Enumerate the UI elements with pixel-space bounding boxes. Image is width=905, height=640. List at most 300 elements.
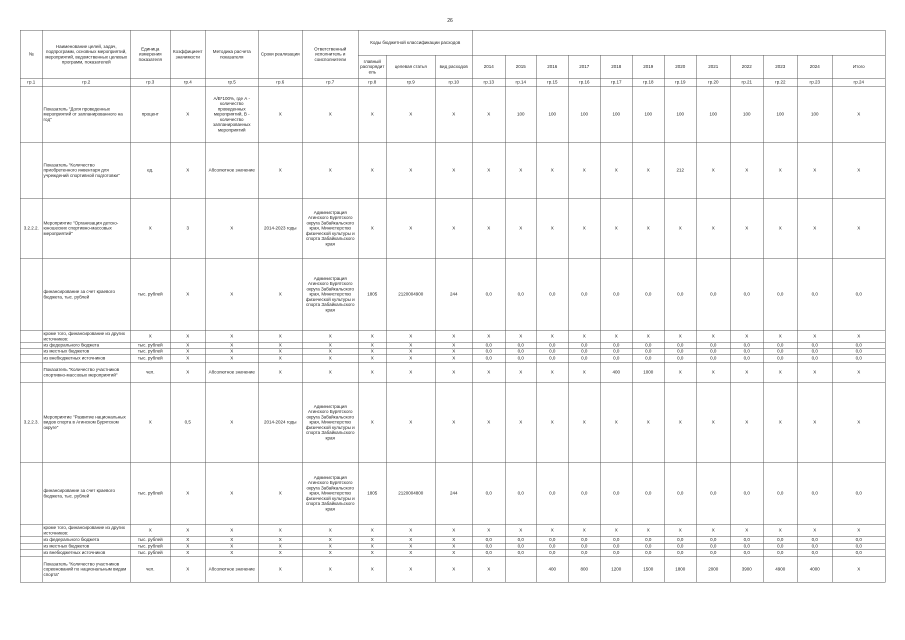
cell-expense-type: X <box>436 537 473 544</box>
cell-method: X <box>206 349 259 355</box>
cell-year-10: 0,0 <box>764 259 798 331</box>
cell-target-article: X <box>387 544 436 550</box>
cell-target-article: X <box>387 550 436 557</box>
cell-responsible: X <box>303 343 359 349</box>
cell-coefficient: X <box>171 259 206 331</box>
cell-year-1: 0,0 <box>473 463 506 525</box>
cell-number: 3.2.2.2. <box>21 199 43 259</box>
cell-unit: X <box>131 331 171 343</box>
cell-unit: тыс. рублей <box>131 544 171 550</box>
cell-year-3: 0,0 <box>537 343 569 349</box>
cell-total: X <box>833 331 886 343</box>
cell-expense-type: X <box>436 143 473 199</box>
cell-year-1: X <box>473 143 506 199</box>
cell-responsible: X <box>303 363 359 383</box>
cell-unit: чел. <box>131 363 171 383</box>
cell-period: X <box>259 143 303 199</box>
cell-year-3: X <box>537 363 569 383</box>
cell-name: из внебюджетных источников <box>43 550 131 557</box>
cell-year-4: X <box>569 363 601 383</box>
header-unit: Единица измерения показателя <box>131 31 171 79</box>
cell-expense-type: X <box>436 544 473 550</box>
cell-number <box>21 537 43 544</box>
column-number-cell: гр.4 <box>171 79 206 87</box>
cell-year-10: 0,0 <box>764 544 798 550</box>
cell-year-2: X <box>506 363 537 383</box>
cell-year-8: 0,0 <box>697 537 731 544</box>
cell-year-2: 100 <box>506 87 537 143</box>
header-year: 2017 <box>569 56 601 79</box>
cell-year-8: X <box>697 199 731 259</box>
cell-responsible: X <box>303 331 359 343</box>
cell-year-2: X <box>506 525 537 537</box>
cell-year-11: X <box>798 363 833 383</box>
cell-name: Мероприятие "Организация детско-юношеских спортивно-массовых мероприятий" <box>43 199 131 259</box>
cell-coefficient: X <box>171 355 206 363</box>
cell-year-10: 0,0 <box>764 463 798 525</box>
header-expense-type: вид расходов <box>436 56 473 79</box>
column-number-cell: гр.20 <box>697 79 731 87</box>
cell-period: X <box>259 463 303 525</box>
cell-year-9: X <box>731 383 764 463</box>
column-number-cell: гр.2 <box>43 79 131 87</box>
cell-main-manager: X <box>359 355 387 363</box>
cell-expense-type: X <box>436 557 473 583</box>
page-number: 26 <box>447 18 453 24</box>
cell-year-11: 0,0 <box>798 544 833 550</box>
cell-year-11: 0,0 <box>798 550 833 557</box>
cell-year-7: 0,0 <box>665 544 697 550</box>
cell-total: X <box>833 87 886 143</box>
cell-year-5: 0,0 <box>601 349 633 355</box>
cell-method: Абсолютное значение <box>206 557 259 583</box>
column-number-cell: гр.19 <box>665 79 697 87</box>
cell-year-1: X <box>473 331 506 343</box>
cell-year-10: X <box>764 143 798 199</box>
cell-period: 2014-2024 годы <box>259 383 303 463</box>
column-number-cell: гр.9 <box>387 79 436 87</box>
cell-expense-type: X <box>436 87 473 143</box>
cell-name: из местных бюджетов <box>43 349 131 355</box>
cell-target-article: X <box>387 537 436 544</box>
cell-unit: тыс. рублей <box>131 343 171 349</box>
cell-year-9: 3900 <box>731 557 764 583</box>
cell-year-3: 0,0 <box>537 550 569 557</box>
cell-number <box>21 463 43 525</box>
cell-year-6: 0,0 <box>633 537 665 544</box>
cell-year-2: X <box>506 199 537 259</box>
cell-year-9: X <box>731 525 764 537</box>
cell-year-10: X <box>764 363 798 383</box>
cell-year-11: 100 <box>798 87 833 143</box>
cell-year-5: 1200 <box>601 557 633 583</box>
cell-year-9: 0,0 <box>731 349 764 355</box>
cell-expense-type: X <box>436 331 473 343</box>
cell-year-7: X <box>665 363 697 383</box>
cell-main-manager: X <box>359 343 387 349</box>
cell-expense-type: 244 <box>436 259 473 331</box>
cell-name: Показатель "Количество участников спортивно-массовых мероприятий" <box>43 363 131 383</box>
cell-year-6: 0,0 <box>633 343 665 349</box>
cell-period: X <box>259 355 303 363</box>
column-number-cell: гр.8 <box>359 79 387 87</box>
header-year: 2023 <box>764 56 798 79</box>
cell-main-manager: X <box>359 525 387 537</box>
header-year: 2019 <box>633 56 665 79</box>
cell-number <box>21 87 43 143</box>
cell-expense-type: X <box>436 355 473 363</box>
cell-unit: чел. <box>131 557 171 583</box>
cell-target-article: X <box>387 349 436 355</box>
cell-year-4: 0,0 <box>569 537 601 544</box>
cell-year-8: X <box>697 331 731 343</box>
cell-year-7: 0,0 <box>665 463 697 525</box>
cell-method: Абсолютное значение <box>206 143 259 199</box>
header-year: 2015 <box>506 56 537 79</box>
column-number-cell: гр.10 <box>436 79 473 87</box>
cell-year-10: 0,0 <box>764 349 798 355</box>
cell-year-8: X <box>697 383 731 463</box>
cell-year-4: 0,0 <box>569 259 601 331</box>
cell-period: X <box>259 87 303 143</box>
cell-period: X <box>259 550 303 557</box>
cell-year-2: 0,0 <box>506 355 537 363</box>
cell-responsible: X <box>303 525 359 537</box>
cell-number: 3.2.2.3. <box>21 383 43 463</box>
cell-year-8: X <box>697 143 731 199</box>
cell-year-6: 0,0 <box>633 355 665 363</box>
cell-year-6: 0,0 <box>633 550 665 557</box>
cell-total: 0,0 <box>833 544 886 550</box>
cell-year-10: X <box>764 525 798 537</box>
cell-coefficient: X <box>171 349 206 355</box>
cell-unit: X <box>131 383 171 463</box>
cell-year-6: X <box>633 143 665 199</box>
cell-year-5: 0,0 <box>601 343 633 349</box>
cell-method: X <box>206 537 259 544</box>
cell-year-11: X <box>798 383 833 463</box>
cell-method: X <box>206 199 259 259</box>
cell-year-1: X <box>473 557 506 583</box>
cell-number <box>21 525 43 537</box>
cell-year-2: 0,0 <box>506 343 537 349</box>
cell-target-article: X <box>387 557 436 583</box>
cell-year-7: 0,0 <box>665 550 697 557</box>
cell-year-2: 0,0 <box>506 463 537 525</box>
header-year: 2020 <box>665 56 697 79</box>
cell-year-9: X <box>731 143 764 199</box>
header-period: Сроки реализации <box>259 31 303 79</box>
cell-target-article: X <box>387 383 436 463</box>
cell-unit: тыс. рублей <box>131 355 171 363</box>
cell-year-9: 0,0 <box>731 544 764 550</box>
cell-year-1: X <box>473 525 506 537</box>
header-target-article: целевая статья <box>387 56 436 79</box>
cell-unit: тыс. рублей <box>131 349 171 355</box>
cell-year-5: 0,0 <box>601 355 633 363</box>
cell-expense-type: X <box>436 349 473 355</box>
cell-period: X <box>259 259 303 331</box>
cell-period: 2014-2023 годы <box>259 199 303 259</box>
cell-main-manager: X <box>359 349 387 355</box>
cell-main-manager: X <box>359 199 387 259</box>
indicators-table <box>20 30 886 583</box>
cell-year-11: 0,0 <box>798 355 833 363</box>
cell-coefficient: X <box>171 537 206 544</box>
cell-coefficient: X <box>171 544 206 550</box>
column-number-cell: гр.13 <box>473 79 506 87</box>
cell-year-9: X <box>731 199 764 259</box>
cell-year-10: 0,0 <box>764 537 798 544</box>
cell-year-10: 0,0 <box>764 343 798 349</box>
cell-target-article: 2120004900 <box>387 259 436 331</box>
cell-year-2: 0,0 <box>506 349 537 355</box>
cell-year-7: 100 <box>665 87 697 143</box>
cell-expense-type: X <box>436 550 473 557</box>
cell-year-10: 4900 <box>764 557 798 583</box>
cell-year-4: 0,0 <box>569 343 601 349</box>
cell-year-8: X <box>697 525 731 537</box>
cell-method: X <box>206 355 259 363</box>
cell-coefficient: X <box>171 525 206 537</box>
cell-unit: тыс. рублей <box>131 537 171 544</box>
cell-year-6: 1000 <box>633 363 665 383</box>
cell-total: 0,0 <box>833 343 886 349</box>
cell-period: X <box>259 363 303 383</box>
cell-year-7: X <box>665 331 697 343</box>
cell-responsible: Администрация Агинского Бурятского округа Забайкальского края, Министерство физической культуры и спорта Забайкальского края <box>303 383 359 463</box>
cell-year-7: X <box>665 525 697 537</box>
cell-year-11: 0,0 <box>798 463 833 525</box>
cell-year-1: 0,0 <box>473 537 506 544</box>
cell-year-6: X <box>633 199 665 259</box>
cell-period: X <box>259 544 303 550</box>
header-name: Наименование целей, задач, подпрограмм, основных мероприятий, мероприятий, ведомственных целевых программ, показателей <box>43 31 131 79</box>
cell-period: X <box>259 557 303 583</box>
cell-year-4: 100 <box>569 87 601 143</box>
header-year: 2016 <box>537 56 569 79</box>
cell-year-4: X <box>569 199 601 259</box>
cell-responsible: Администрация Агинского Бурятского округа Забайкальского края, Министерство физической культуры и спорта Забайкальского края <box>303 199 359 259</box>
cell-year-3: 0,0 <box>537 355 569 363</box>
cell-coefficient: 3 <box>171 199 206 259</box>
cell-year-7: 0,0 <box>665 349 697 355</box>
cell-year-3: 0,0 <box>537 463 569 525</box>
cell-unit: ед. <box>131 143 171 199</box>
cell-year-10: 100 <box>764 87 798 143</box>
cell-expense-type: X <box>436 363 473 383</box>
cell-year-8: 0,0 <box>697 463 731 525</box>
cell-year-8: 100 <box>697 87 731 143</box>
cell-year-10: X <box>764 331 798 343</box>
column-number-cell: гр.15 <box>537 79 569 87</box>
cell-unit: тыс. рублей <box>131 463 171 525</box>
cell-year-2: X <box>506 383 537 463</box>
cell-year-6: 1500 <box>633 557 665 583</box>
cell-method: А/В*100%, где А - количество проведенных мероприятий, В - количество запланированных мероприятий <box>206 87 259 143</box>
header-values-spacer <box>473 31 886 56</box>
column-number-cell: гр.18 <box>633 79 665 87</box>
cell-year-11: X <box>798 525 833 537</box>
column-number-cell: гр.14 <box>506 79 537 87</box>
cell-unit: X <box>131 525 171 537</box>
column-number-cell: гр.24 <box>833 79 886 87</box>
cell-year-5: 0,0 <box>601 259 633 331</box>
cell-year-5: X <box>601 525 633 537</box>
cell-expense-type: X <box>436 199 473 259</box>
cell-target-article: X <box>387 343 436 349</box>
cell-year-7: 212 <box>665 143 697 199</box>
cell-main-manager: X <box>359 544 387 550</box>
header-total: Итого <box>833 56 886 79</box>
column-number-cell: гр.23 <box>798 79 833 87</box>
cell-responsible: X <box>303 557 359 583</box>
cell-main-manager: X <box>359 87 387 143</box>
cell-year-8: 2000 <box>697 557 731 583</box>
cell-expense-type: X <box>436 343 473 349</box>
cell-year-10: 0,0 <box>764 550 798 557</box>
cell-name: Показатель "Количество приобретенного инвентаря для учреждений спортивной подготовки" <box>43 143 131 199</box>
cell-coefficient: X <box>171 143 206 199</box>
cell-year-3: 400 <box>537 557 569 583</box>
cell-method: X <box>206 331 259 343</box>
header-year: 2024 <box>798 56 833 79</box>
cell-year-5: 0,0 <box>601 463 633 525</box>
cell-year-11: X <box>798 331 833 343</box>
cell-responsible: Администрация Агинского Бурятского округа Забайкальского края, Министерство физической культуры и спорта Забайкальского края <box>303 259 359 331</box>
cell-year-4: 0,0 <box>569 550 601 557</box>
cell-year-2: 0,0 <box>506 537 537 544</box>
cell-year-1: X <box>473 383 506 463</box>
header-year: 2021 <box>697 56 731 79</box>
cell-responsible: X <box>303 550 359 557</box>
cell-year-3: X <box>537 143 569 199</box>
header-year: 2014 <box>473 56 506 79</box>
cell-year-11: X <box>798 143 833 199</box>
cell-main-manager: X <box>359 363 387 383</box>
cell-coefficient: X <box>171 550 206 557</box>
cell-year-2: 0,0 <box>506 550 537 557</box>
cell-target-article: X <box>387 87 436 143</box>
cell-method: X <box>206 383 259 463</box>
cell-coefficient: X <box>171 343 206 349</box>
cell-unit: тыс. рублей <box>131 550 171 557</box>
cell-year-8: 0,0 <box>697 550 731 557</box>
cell-method: X <box>206 463 259 525</box>
cell-name: Показатель "Количество участников соревнований по национальным видам спорта" <box>43 557 131 583</box>
cell-year-7: 0,0 <box>665 259 697 331</box>
cell-year-6: 0,0 <box>633 544 665 550</box>
cell-number <box>21 363 43 383</box>
cell-number <box>21 355 43 363</box>
cell-total: 0,0 <box>833 463 886 525</box>
cell-year-5: 0,0 <box>601 544 633 550</box>
cell-year-2: X <box>506 331 537 343</box>
header-number: № <box>21 31 43 79</box>
header-year: 2018 <box>601 56 633 79</box>
cell-coefficient: X <box>171 87 206 143</box>
column-number-cell: гр.22 <box>764 79 798 87</box>
cell-year-5: X <box>601 199 633 259</box>
cell-target-article: X <box>387 143 436 199</box>
cell-unit: процент <box>131 87 171 143</box>
cell-target-article: X <box>387 355 436 363</box>
cell-year-1: 0,0 <box>473 550 506 557</box>
cell-name: кроме того, финансирование из других источников: <box>43 525 131 537</box>
cell-year-8: 0,0 <box>697 343 731 349</box>
cell-name: финансирование за счет краевого бюджета, тыс. рублей <box>43 463 131 525</box>
cell-year-9: X <box>731 363 764 383</box>
cell-total: X <box>833 363 886 383</box>
cell-year-1: X <box>473 199 506 259</box>
column-number-cell: гр.7 <box>303 79 359 87</box>
cell-year-4: X <box>569 383 601 463</box>
cell-responsible: X <box>303 349 359 355</box>
cell-method: Абсолютное значение <box>206 363 259 383</box>
cell-expense-type: 244 <box>436 463 473 525</box>
cell-name: кроме того, финансирование из других источников: <box>43 331 131 343</box>
cell-total: 0,0 <box>833 355 886 363</box>
cell-year-11: 0,0 <box>798 343 833 349</box>
cell-year-5: X <box>601 331 633 343</box>
cell-main-manager: X <box>359 550 387 557</box>
cell-main-manager: X <box>359 331 387 343</box>
header-budget-codes: Коды бюджетной классификации расходов <box>359 31 473 56</box>
cell-year-9: X <box>731 331 764 343</box>
cell-year-2: 0,0 <box>506 259 537 331</box>
cell-coefficient: X <box>171 463 206 525</box>
cell-responsible: X <box>303 537 359 544</box>
cell-main-manager: X <box>359 383 387 463</box>
cell-main-manager: X <box>359 537 387 544</box>
cell-total: X <box>833 525 886 537</box>
cell-method: X <box>206 259 259 331</box>
cell-method: X <box>206 550 259 557</box>
cell-year-11: 0,0 <box>798 259 833 331</box>
cell-year-8: 0,0 <box>697 349 731 355</box>
cell-method: X <box>206 343 259 349</box>
cell-year-5: 0,0 <box>601 537 633 544</box>
cell-total: 0,0 <box>833 537 886 544</box>
cell-year-2: X <box>506 143 537 199</box>
header-method: Методика расчета показателя <box>206 31 259 79</box>
cell-target-article: X <box>387 525 436 537</box>
cell-name: из внебюджетных источников <box>43 355 131 363</box>
cell-year-7: X <box>665 383 697 463</box>
cell-year-9: 0,0 <box>731 343 764 349</box>
cell-year-3: 100 <box>537 87 569 143</box>
cell-year-6: X <box>633 331 665 343</box>
cell-year-1: 0,0 <box>473 544 506 550</box>
cell-year-5: X <box>601 383 633 463</box>
column-number-cell: гр.6 <box>259 79 303 87</box>
cell-responsible: X <box>303 87 359 143</box>
cell-main-manager: 1805 <box>359 463 387 525</box>
header-coefficient: Коэффициент значимости <box>171 31 206 79</box>
cell-year-6: 0,0 <box>633 259 665 331</box>
cell-year-1: 0,0 <box>473 349 506 355</box>
cell-year-4: X <box>569 331 601 343</box>
cell-responsible: Администрация Агинского Бурятского округа Забайкальского края, Министерство физической культуры и спорта Забайкальского края <box>303 463 359 525</box>
cell-main-manager: 1805 <box>359 259 387 331</box>
cell-total: 0,0 <box>833 259 886 331</box>
cell-year-10: X <box>764 199 798 259</box>
cell-year-5: X <box>601 143 633 199</box>
header-year: 2022 <box>731 56 764 79</box>
column-number-cell: гр.5 <box>206 79 259 87</box>
cell-target-article: X <box>387 363 436 383</box>
cell-year-6: X <box>633 525 665 537</box>
